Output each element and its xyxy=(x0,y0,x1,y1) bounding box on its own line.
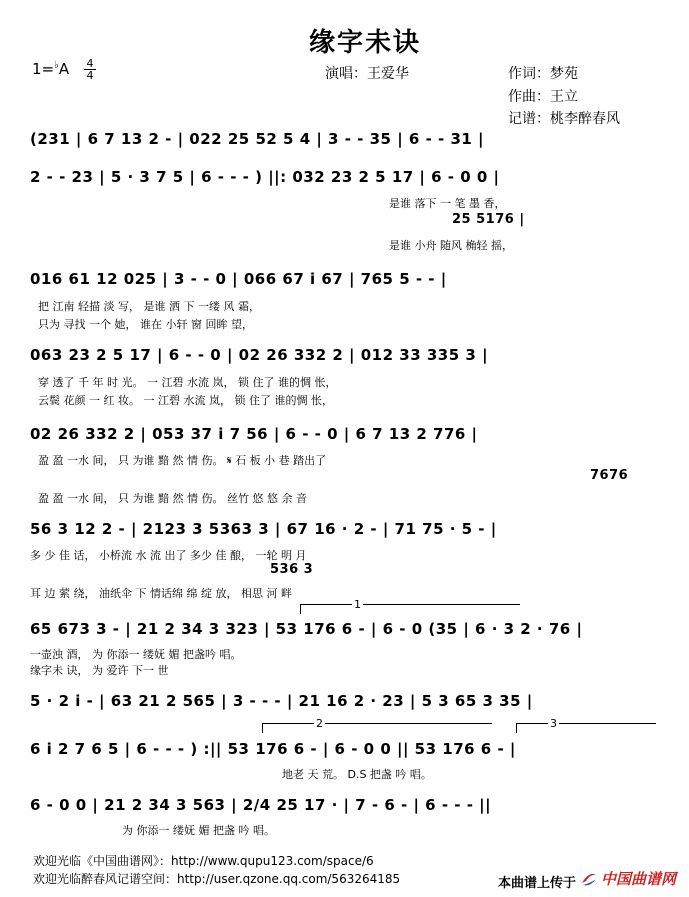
lyric-row-4a: 穿 透了 千 年 时 光。 一 江碧 水流 岚， 锁 住了 谁的惆 怅， xyxy=(38,376,337,389)
key-note: A xyxy=(58,60,70,78)
score-row-5: 02 26 332 2 | 053 37 i 7 56 | 6 - - 0 | 6 7 13 2 776 | xyxy=(30,425,478,443)
volta-1-number: 1 xyxy=(354,598,361,611)
volta-3-hook xyxy=(516,723,517,733)
lyric-row-4b: 云鬓 花颜 一 红 妆。 一 江碧 水流 岚， 锁 住了 谁的惆 怅， xyxy=(38,394,333,407)
lyric-row-6b: 耳 边 萦 绕， 油纸伞 下 情话绵 绵 绽 放， 相思 河 畔 xyxy=(30,587,292,600)
lyric-row-2: 是谁 落下 一 笔 墨 香， xyxy=(389,197,506,210)
key-signature xyxy=(32,60,69,78)
score-row-6b: 536 3 xyxy=(270,562,314,577)
volta-3-number: 3 xyxy=(550,717,557,730)
score-row-2b: 25 5176 | xyxy=(452,212,525,227)
score-row-8: 5 · 2 i - | 63 21 2 565 | 3 - - - | 21 16 2 · 23 | 5 3 65 3 35 | xyxy=(30,692,533,710)
volta-2-number: 2 xyxy=(316,717,323,730)
footer-link-qzone[interactable]: 欢迎光临醉春风记谱空间：http://user.qzone.qq.com/563264185 xyxy=(33,872,401,886)
lyricist-credit: 作词：梦苑 xyxy=(508,66,578,82)
volta-1-hook xyxy=(300,604,301,614)
lyric-row-5b: 盈 盈 一水 间， 只 为谁 黯 然 情 伤。 丝竹 悠 悠 余 音 xyxy=(38,492,307,505)
score-row-1: (231 | 6 7 13 2 - | 022 25 52 5 4 | 3 - - 35 | 6 - - 31 | xyxy=(30,130,485,148)
footer-link-qupu[interactable]: 欢迎光临《中国曲谱网》：http://www.qupu123.com/space/6 xyxy=(33,854,374,868)
key-prefix: 1= xyxy=(32,60,55,78)
volta-2-hook xyxy=(262,723,263,733)
score-row-3: 016 61 12 025 | 3 - - 0 | 066 67 i 67 | 765 5 - - | xyxy=(30,270,447,288)
site-logo[interactable] xyxy=(580,868,676,889)
time-top: 4 xyxy=(86,57,94,70)
score-row-7: 65 673 3 - | 21 2 34 3 323 | 53 176 6 - | 6 - 0 (35 | 6 · 3 2 · 76 | xyxy=(30,620,583,638)
score-row-6: 56 3 12 2 - | 2123 3 5363 3 | 67 16 · 2 - | 71 75 · 5 - | xyxy=(30,520,497,538)
singer-credit: 演唱：王爱华 xyxy=(325,66,409,82)
score-row-4: 063 23 2 5 17 | 6 - - 0 | 02 26 332 2 | 012 33 335 3 | xyxy=(30,346,489,364)
lyric-row-3a: 把 江南 轻描 淡 写， 是谁 洒 下 一缕 风 霜， xyxy=(38,300,260,313)
lyric-row-6: 多 少 佳 话， 小桥流 水 流 出了 多少 佳 酿， 一轮 明 月 xyxy=(30,549,307,562)
composer-credit: 作曲：王立 xyxy=(508,89,578,105)
score-row-10: 6 - 0 0 | 21 2 34 3 563 | 2/4 25 17 · | 7 - 6 - | 6 - - - || xyxy=(30,796,492,814)
lyric-row-2b: 是谁 小舟 随风 桷轻 摇， xyxy=(389,239,513,252)
transcriber-credit: 记谱：桃李醉春风 xyxy=(508,111,620,127)
lyric-row-7b: 缘字未 诀， 为 爱许 下一 世 xyxy=(30,664,169,677)
score-row-2: 2 - - 23 | 5 · 3 7 5 | 6 - - - ) ||: 032 23 2 5 17 | 6 - 0 0 | xyxy=(30,168,500,186)
volta-1-bracket xyxy=(300,604,520,605)
volta-2-bracket xyxy=(262,723,492,724)
flat-sign: ♭ xyxy=(54,60,59,71)
lyric-row-5: 盈 盈 一水 间， 只 为谁 黯 然 情 伤。 𝄋 石 板 小 巷 踏出了 xyxy=(38,454,327,467)
logo-text: 中国曲谱网 xyxy=(601,870,677,888)
score-row-9: 6 i 2 7 6 5 | 6 - - - ) :|| 53 176 6 - | 6 - 0 0 || 53 176 6 - | xyxy=(30,740,516,758)
lyric-row-7a: 一壶浊 酒， 为 你添一 缕妩 媚 把盏吟 唱。 xyxy=(30,648,242,661)
song-title: 缘字未诀 xyxy=(309,28,422,58)
upload-source-label: 本曲谱上传于 xyxy=(498,876,577,891)
score-row-5b: 7676 xyxy=(590,468,629,483)
lyric-row-3b: 只为 寻找 一个 她， 谁在 小轩 窗 回眸 望， xyxy=(38,318,253,331)
lyric-row-9: 地老 天 荒。 D.S 把盏 吟 唱。 xyxy=(282,768,432,781)
logo-swirl-icon xyxy=(580,871,598,887)
lyric-row-10: 为 你添一 缕妩 媚 把盏 吟 唱。 xyxy=(122,824,275,837)
time-signature xyxy=(84,58,96,81)
time-bottom: 4 xyxy=(86,69,94,82)
volta-3-bracket xyxy=(516,723,656,724)
